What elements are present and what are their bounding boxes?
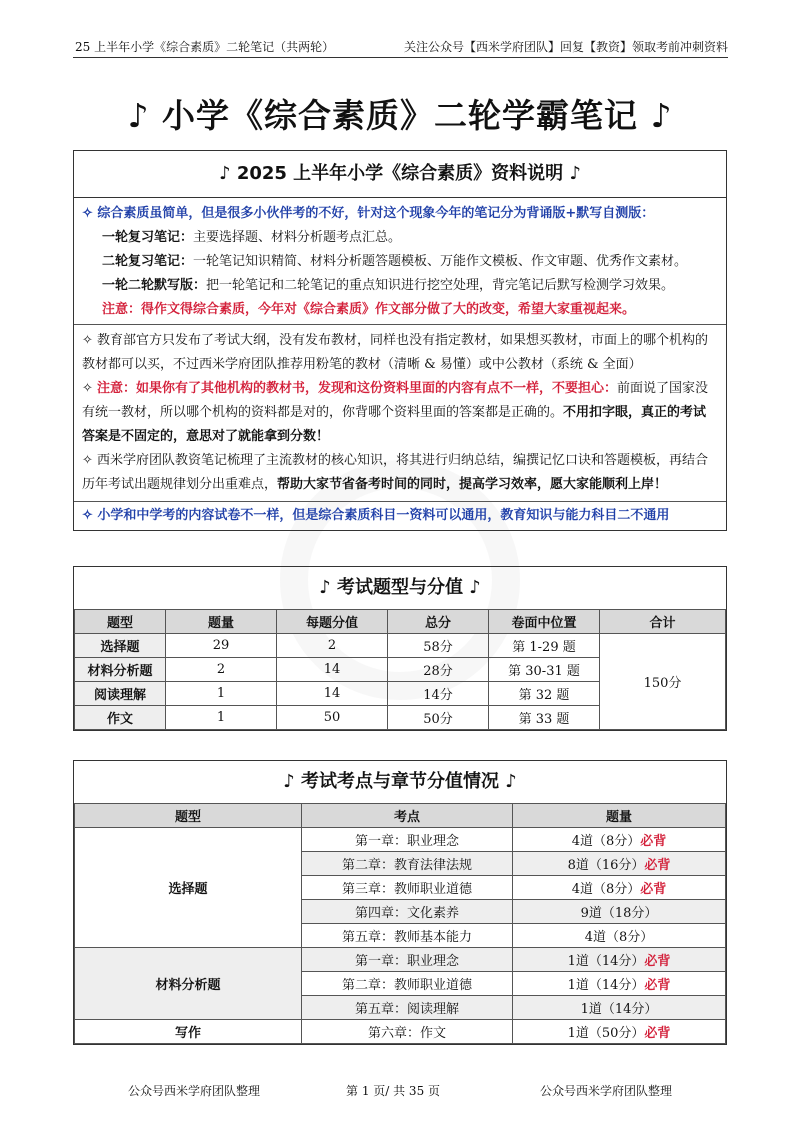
group-choice: 选择题 xyxy=(75,828,302,948)
cell: 2 xyxy=(166,658,277,682)
essay-note: 注意：得作文得综合素质，今年对《综合素质》作文部分做了大的改变，希望大家重视起来。 xyxy=(102,302,636,317)
cell: 29 xyxy=(166,634,277,658)
cell: 50分 xyxy=(388,706,489,730)
cell: 第四章：文化素养 xyxy=(302,900,513,924)
page-title: ♪ 小学《综合素质》二轮学霸笔记 ♪ xyxy=(127,96,673,135)
total-cell: 150分 xyxy=(600,634,726,730)
cell: 1道（50分）必背 xyxy=(513,1020,726,1044)
cell: 第五章：教师基本能力 xyxy=(302,924,513,948)
attention-text: 前面说了国家没有统一教材，所以哪个机构的资料都是对的，你背哪个资料里面的答案都是正确的。 xyxy=(82,381,709,420)
must-badge: 必背 xyxy=(640,834,667,849)
bullet: ✧ xyxy=(82,381,98,396)
intro-text: ✧ 综合素质虽简单，但是很多小伙伴考的不好，针对这个现象今年的笔记分为背诵版+默写自测版： xyxy=(82,206,655,221)
cell: 第一章：职业理念 xyxy=(302,948,513,972)
cell: 第二章：教育法律法规 xyxy=(302,852,513,876)
cell: 阅读理解 xyxy=(75,682,166,706)
table-row xyxy=(75,828,726,852)
cell: 14 xyxy=(277,658,388,682)
round3-text: 把一轮笔记和二轮笔记的重点知识进行挖空处理，背完笔记后默写检测学习效果。 xyxy=(206,278,675,293)
cell: 1道（14分）必背 xyxy=(513,972,726,996)
points-title: ♪ 考试考点与章节分值情况 ♪ xyxy=(283,771,517,792)
cell: 第五章：阅读理解 xyxy=(302,996,513,1020)
cell: 1道（14分）必背 xyxy=(513,948,726,972)
cell: 1道（14分） xyxy=(513,996,726,1020)
cell: 14 xyxy=(277,682,388,706)
cell: 14分 xyxy=(388,682,489,706)
must-badge: 必背 xyxy=(644,858,671,873)
cell: 选择题 xyxy=(75,634,166,658)
col-score: 每题分值 xyxy=(277,610,388,634)
group-writing: 写作 xyxy=(75,1020,302,1044)
cell: 4道（8分） xyxy=(513,924,726,948)
table-header-row xyxy=(75,610,726,634)
cell: 第六章：作文 xyxy=(302,1020,513,1044)
col-position: 卷面中位置 xyxy=(489,610,600,634)
cell: 4道（8分）必背 xyxy=(513,828,726,852)
table-row xyxy=(75,1020,726,1044)
points-table xyxy=(74,803,726,1044)
table-header-row xyxy=(75,804,726,828)
round1-label: 一轮复习笔记： xyxy=(102,230,194,245)
cell: 4道（8分）必背 xyxy=(513,876,726,900)
must-badge: 必背 xyxy=(640,882,667,897)
cell: 第 1-29 题 xyxy=(489,634,600,658)
footer-right: 公众号西米学府团队整理 xyxy=(540,1084,673,1098)
col-sum: 合计 xyxy=(600,610,726,634)
cell: 第 32 题 xyxy=(489,682,600,706)
notes-bold: 帮助大家节省备考时间的同时，提高学习效率，愿大家能顺利上岸！ xyxy=(277,477,668,492)
group-material: 材料分析题 xyxy=(75,948,302,1020)
col-total: 总分 xyxy=(388,610,489,634)
round1-line xyxy=(74,226,726,250)
cell: 50 xyxy=(277,706,388,730)
description-title: ♪ 2025 上半年小学《综合素质》资料说明 ♪ xyxy=(74,151,726,198)
col-count: 题量 xyxy=(513,804,726,828)
cell: 第三章：教师职业道德 xyxy=(302,876,513,900)
cell: 9道（18分） xyxy=(513,900,726,924)
col-type: 题型 xyxy=(75,610,166,634)
page-number: 第 1 页/ 共 35 页 xyxy=(346,1084,441,1098)
col-count: 题量 xyxy=(166,610,277,634)
footer-left: 公众号西米学府团队整理 xyxy=(128,1084,261,1098)
attention-red: 注意：如果你有了其他机构的教材书，发现和这份资料里面的内容有点不一样，不要担心： xyxy=(97,381,618,396)
round2-label: 二轮复习笔记： xyxy=(102,254,194,269)
header-left: 25 上半年小学《综合素质》二轮笔记（共两轮） xyxy=(75,40,335,54)
description-box xyxy=(73,150,727,531)
notes-text: ✧ 西米学府团队教资笔记梳理了主流教材的核心知识，将其进行归纳总结，编撰记忆口诀和答题模板，再结合历年考试出题规律划分出重难点， xyxy=(82,453,709,492)
table-row xyxy=(75,948,726,972)
round3-label: 一轮二轮默写版： xyxy=(102,278,207,293)
cell: 1 xyxy=(166,682,277,706)
col-type: 题型 xyxy=(75,804,302,828)
round2-text: 一轮笔记知识精简、材料分析题答题模板、万能作文模板、作文审题、优秀作文素材。 xyxy=(193,254,688,269)
header-right: 关注公众号【西米学府团队】回复【教资】领取考前冲刺资料 xyxy=(403,40,728,54)
cell: 第一章：职业理念 xyxy=(302,828,513,852)
cell: 第 33 题 xyxy=(489,706,600,730)
cell: 材料分析题 xyxy=(75,658,166,682)
attention-bold: 不用扣字眼，真正的考试答案是不固定的，意思对了就能拿到分数！ xyxy=(82,405,707,444)
cell: 8道（16分）必背 xyxy=(513,852,726,876)
col-point: 考点 xyxy=(302,804,513,828)
exam-type-note: ✧ 小学和中学考的内容试卷不一样，但是综合素质科目一资料可以通用，教育知识与能力科目二不通用 xyxy=(82,508,670,523)
cell: 2 xyxy=(277,634,388,658)
textbook-paragraph: ✧ 教育部官方只发布了考试大纲，没有发布教材，同样也没有指定教材，如果想买教材，市面上的哪个机构的教材都可以买，不过西米学府团队推荐用粉笔的教材（清晰 & 易懂）或中公教材（系统 & 全面） xyxy=(82,333,709,372)
round2-line xyxy=(74,250,726,274)
notes-paragraph xyxy=(74,449,726,497)
cell: 28分 xyxy=(388,658,489,682)
exam-type-table xyxy=(74,609,726,730)
cell: 58分 xyxy=(388,634,489,658)
round1-text: 主要选择题、材料分析题考点汇总。 xyxy=(193,230,402,245)
must-badge: 必背 xyxy=(644,954,671,969)
attention-paragraph xyxy=(74,377,726,449)
points-box xyxy=(73,760,727,1045)
cell: 第二章：教师职业道德 xyxy=(302,972,513,996)
header-divider xyxy=(73,57,728,58)
must-badge: 必背 xyxy=(644,978,671,993)
cell: 1 xyxy=(166,706,277,730)
round3-line xyxy=(74,274,726,298)
cell: 作文 xyxy=(75,706,166,730)
table-row xyxy=(75,634,726,658)
must-badge: 必背 xyxy=(644,1026,671,1041)
cell: 第 30-31 题 xyxy=(489,658,600,682)
exam-type-title: ♪ 考试题型与分值 ♪ xyxy=(319,577,481,598)
exam-type-box xyxy=(73,566,727,731)
